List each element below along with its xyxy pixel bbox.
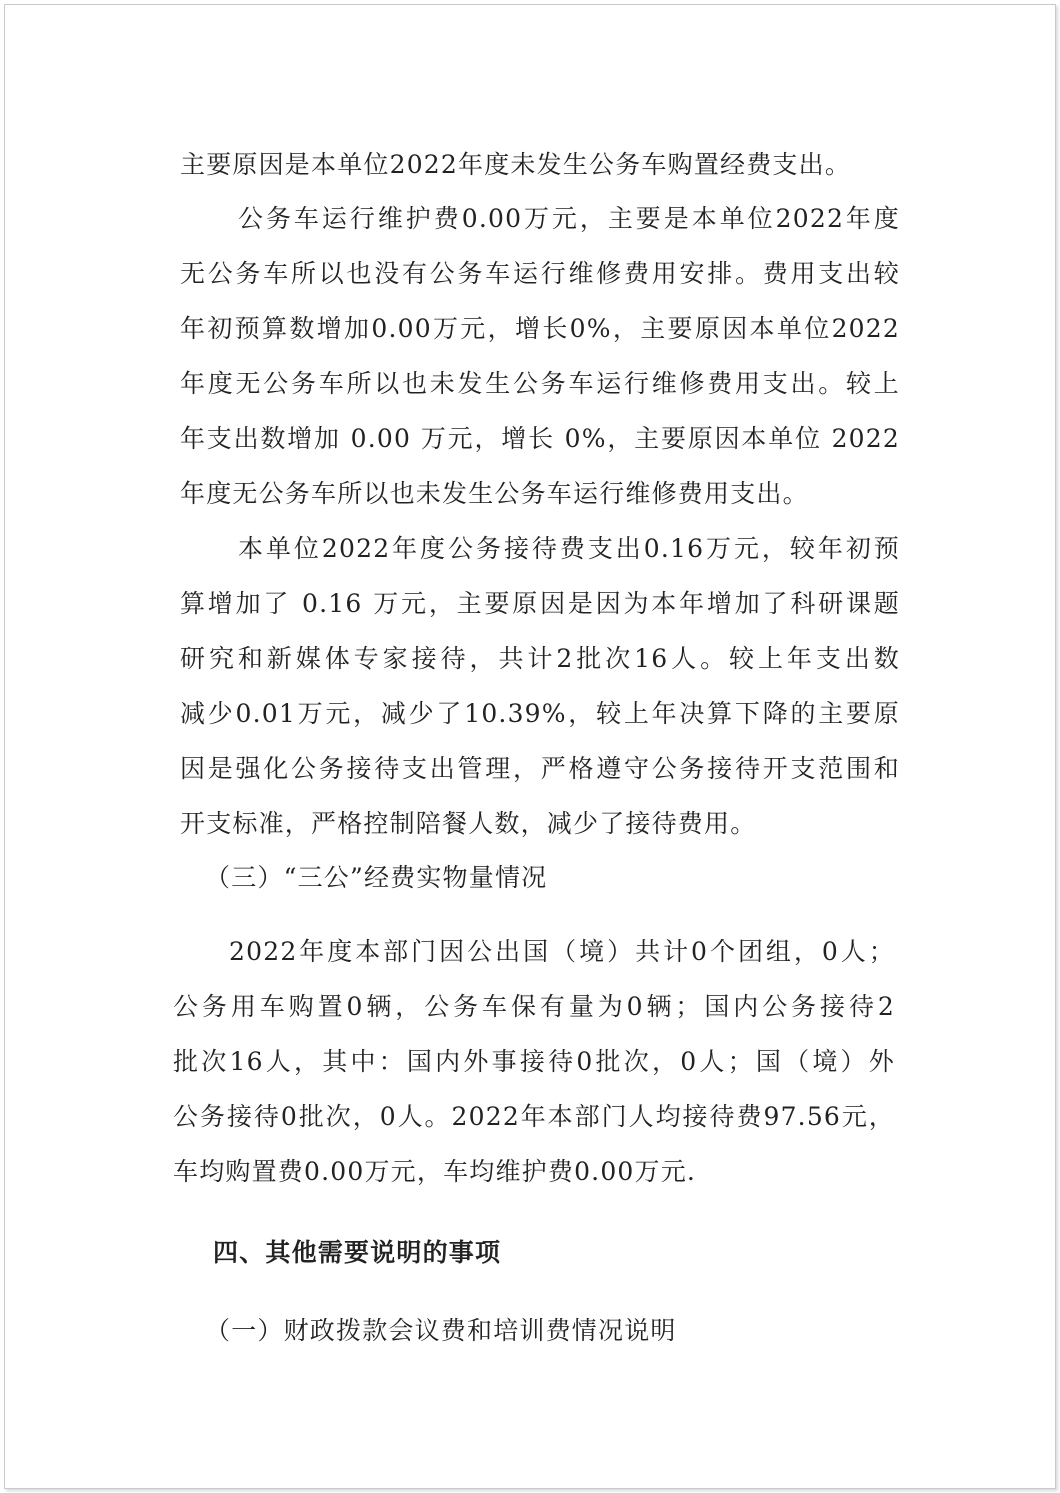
text-line: 年支出数增加 0.00 万元，增长 0%，主要原因本单位 2022 [180, 424, 900, 453]
text-line: 本单位2022年度公务接待费支出0.16万元，较年初预 [238, 534, 900, 563]
text-line: 公务车运行维护费0.00万元，主要是本单位2022年度 [238, 204, 900, 233]
text-line: 主要原因是本单位2022年度未发生公务车购置经费支出。 [180, 150, 852, 179]
text-line: 年度无公务车所以也未发生公务车运行维修费用支出。较上 [180, 369, 900, 398]
text-line: 开支标准，严格控制陪餐人数，减少了接待费用。 [180, 809, 757, 838]
text-line: 2022年度本部门因公出国（境）共计0个团组，0人； [229, 937, 895, 966]
text-line: 减少0.01万元，减少了10.39%，较上年决算下降的主要原 [180, 699, 900, 728]
text-line: 无公务车所以也没有公务车运行维修费用安排。费用支出较 [180, 259, 900, 288]
section-title-3: （三）“三公”经费实物量情况 [205, 863, 548, 892]
text-line: 公务用车购置0辆，公务车保有量为0辆；国内公务接待2 [173, 992, 895, 1021]
section-title-4-1: （一）财政拨款会议费和培训费情况说明 [205, 1316, 677, 1345]
text-line: 研究和新媒体专家接待，共计2批次16人。较上年支出数 [180, 644, 900, 673]
text-line: 年初预算数增加0.00万元，增长0%，主要原因本单位2022 [180, 314, 900, 343]
text-line: 车均购置费0.00万元，车均维护费0.00万元. [173, 1157, 697, 1186]
document-page [4, 4, 1056, 1489]
text-line: 公务接待0批次，0人。2022年本部门人均接待费97.56元， [173, 1102, 895, 1131]
text-line: 批次16人，其中：国内外事接待0批次，0人；国（境）外 [173, 1047, 895, 1076]
section-heading-4: 四、其他需要说明的事项 [213, 1238, 502, 1267]
text-line: 年度无公务车所以也未发生公务车运行维修费用支出。 [180, 479, 809, 508]
text-line: 算增加了 0.16 万元，主要原因是因为本年增加了科研课题 [180, 589, 900, 618]
text-line: 因是强化公务接待支出管理，严格遵守公务接待开支范围和 [180, 754, 900, 783]
